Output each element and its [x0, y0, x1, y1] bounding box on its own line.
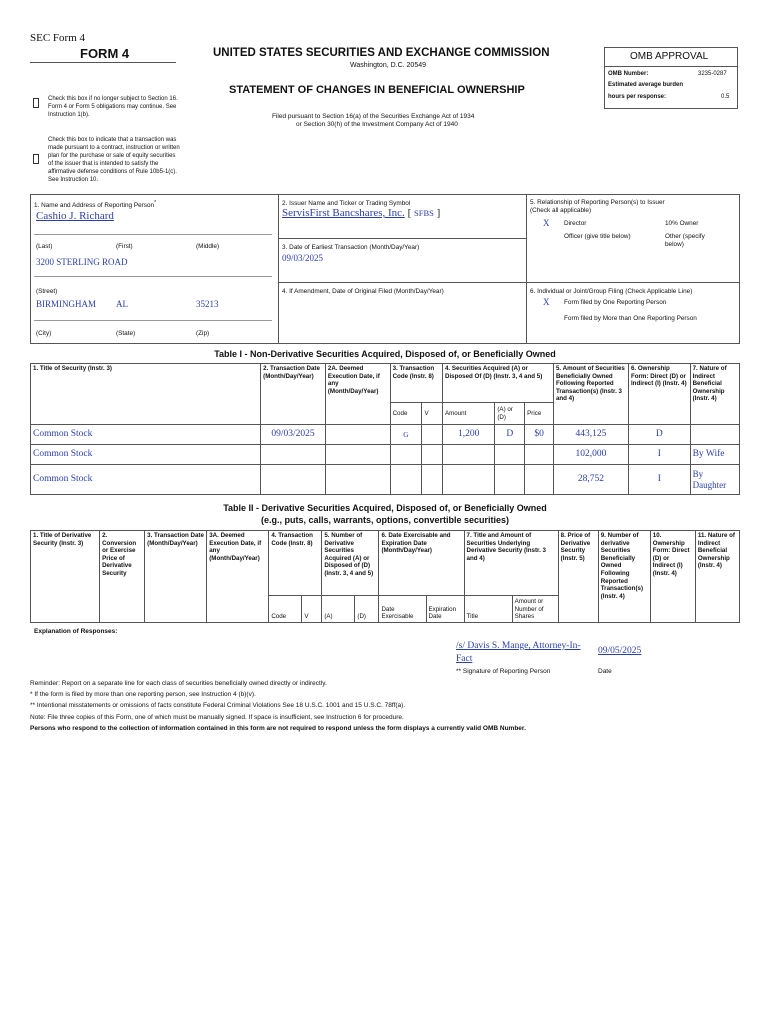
filed-pursuant-1: Filed pursuant to Section 16(a) of the Securities Exchange Act of 1934	[272, 113, 475, 120]
t2-h-code-sub: Code	[269, 596, 302, 623]
t1-cell-owned: 102,000	[553, 445, 628, 465]
t2-h-underlying: 7. Title and Amount of Securities Underlying Derivative Security (Instr. 3 and 4)	[464, 531, 558, 596]
t1-cell-ad	[495, 445, 525, 465]
omb-hours-value: 0.5	[721, 94, 730, 100]
middle-label: (Middle)	[196, 243, 220, 250]
t1-cell-ad: D	[495, 425, 525, 445]
director-mark[interactable]: X	[543, 218, 550, 228]
t1-h-form: 6. Ownership Form: Direct (D) or Indirect (I) (Instr. 4)	[628, 364, 690, 425]
explanation-label: Explanation of Responses:	[34, 628, 118, 635]
table-row	[31, 465, 740, 495]
sec-form-label: SEC Form 4	[30, 32, 86, 44]
t1-cell-nature: By Daughter	[690, 465, 739, 495]
t1-cell-v	[422, 465, 443, 495]
checkbox2-text: Check this box to indicate that a transaction was made pursuant to a contract, instruction or written plan for the purchase or sale of equity securities of the issuer that is intended to satisfy the affirmative defense conditions of Rule 10b5-1(c). See Instruction 10.	[48, 137, 180, 183]
t2-h-exercisable: 6. Date Exercisable and Expiration Date (Month/Day/Year)	[379, 531, 464, 596]
t1-cell-deemed	[325, 465, 390, 495]
t1-cell-deemed	[325, 425, 390, 445]
t1-cell-owned: 28,752	[553, 465, 628, 495]
t1-h-owned: 5. Amount of Securities Beneficially Owned Following Reported Transaction(s) (Instr. 3 and 4)	[553, 364, 628, 425]
t1-cell-date	[261, 465, 326, 495]
table-row	[31, 445, 740, 465]
t1-cell-date	[261, 445, 326, 465]
t2-h-v-sub: V	[302, 596, 322, 623]
t1-h-title: 1. Title of Security (Instr. 3)	[31, 364, 261, 425]
t1-h-securities: 4. Securities Acquired (A) or Disposed Of (D) (Instr. 3, 4 and 5)	[442, 364, 553, 403]
omb-number-value: 3235-0287	[698, 71, 727, 77]
t1-cell-code	[390, 465, 422, 495]
zip-value: 35213	[196, 299, 219, 309]
date-label: Date	[598, 668, 612, 675]
t2-h-a-sub: (A)	[322, 596, 355, 623]
earliest-transaction-date: 09/03/2025	[282, 253, 324, 263]
t2-h-number: 5. Number of Derivative Securities Acquired (A) or Disposed of (D) (Instr. 3, 4 and 5)	[322, 531, 379, 596]
t1-cell-code	[390, 445, 422, 465]
t1-cell-nature: By Wife	[690, 445, 739, 465]
box1-label: 1. Name and Address of Reporting Person*	[34, 200, 157, 210]
no-longer-subject-checkbox[interactable]	[33, 98, 39, 108]
note-4: Persons who respond to the collection of information contained in this form are not required to respond unless the form displays a currently valid OMB Number.	[30, 725, 526, 732]
table2-title: Table II - Derivative Securities Acquired, Disposed of, or Beneficially Owned	[223, 503, 547, 513]
t1-cell-v	[422, 425, 443, 445]
note-2: ** Intentional misstatements or omissions of facts constitute Federal Criminal Violations See 18 U.S.C. 1001 and 15 U.S.C. 78ff(a).	[30, 702, 406, 709]
table2-subtitle: (e.g., puts, calls, warrants, options, convertible securities)	[260, 515, 510, 525]
filed-pursuant-2: or Section 30(h) of the Investment Company Act of 1940	[296, 121, 458, 128]
first-label: (First)	[116, 243, 133, 250]
t1-cell-price: $0	[525, 425, 554, 445]
street-value: 3200 STERLING ROAD	[36, 257, 128, 267]
omb-hours-label: hours per response:	[608, 94, 667, 100]
t2-h-code: 4. Transaction Code (Instr. 8)	[269, 531, 322, 596]
t1-h-code: 3. Transaction Code (Instr. 8)	[390, 364, 442, 403]
t1-cell-title: Common Stock	[31, 465, 261, 495]
state-value: AL	[116, 299, 128, 309]
omb-number-label: OMB Number:	[608, 71, 649, 77]
t1-cell-price	[525, 445, 554, 465]
t1-h-date: 2. Transaction Date (Month/Day/Year)	[261, 364, 326, 425]
t1-h-nature: 7. Nature of Indirect Beneficial Ownership (Instr. 4)	[690, 364, 739, 425]
t1-cell-form: I	[628, 465, 690, 495]
box6-label: 6. Individual or Joint/Group Filing (Check Applicable Line)	[530, 288, 693, 295]
one-person-mark[interactable]: X	[543, 297, 550, 307]
city-value: BIRMINGHAM	[36, 299, 97, 309]
t2-h-date: 3. Transaction Date (Month/Day/Year)	[145, 531, 207, 623]
t1-h-v-sub: V	[422, 403, 443, 425]
t2-h-amount-sub: Amount or Number of Shares	[512, 596, 558, 623]
issuer-name[interactable]: ServisFirst Bancshares, Inc.	[282, 207, 405, 219]
table1	[30, 363, 740, 495]
t1-cell-deemed	[325, 445, 390, 465]
street-label: (Street)	[36, 288, 58, 295]
agency-title: UNITED STATES SECURITIES AND EXCHANGE COMMISSION	[213, 47, 550, 59]
director-label: Director	[564, 220, 587, 227]
t2-h-title-sub: Title	[464, 596, 512, 623]
state-label: (State)	[116, 330, 136, 337]
t1-cell-price	[525, 465, 554, 495]
box3-label: 3. Date of Earliest Transaction (Month/Day/Year)	[282, 244, 420, 251]
signature-link[interactable]: /s/ Davis S. Mange, Attorney-In-Fact	[456, 641, 581, 664]
checkbox1-text: Check this box if no longer subject to Section 16. Form 4 or Form 5 obligations may continue. See Instruction 1(b).	[48, 96, 178, 118]
t2-h-price: 8. Price of Derivative Security (Instr. 5)	[558, 531, 598, 623]
t2-h-form: 10. Ownership Form: Direct (D) or Indirect (I) (Instr. 4)	[650, 531, 695, 623]
t1-cell-v	[422, 445, 443, 465]
t1-h-ad-sub: (A) or (D)	[495, 403, 525, 425]
t1-h-amount-sub: Amount	[442, 403, 494, 425]
t1-cell-code: G	[390, 425, 422, 445]
t1-cell-amount	[442, 465, 494, 495]
t1-h-price-sub: Price	[525, 403, 554, 425]
ten-pct-owner-label: 10% Owner	[665, 220, 699, 227]
t2-h-conversion: 2. Conversion or Exercise Price of Derivative Security	[100, 531, 145, 623]
box5-label: 5. Relationship of Reporting Person(s) to Issuer	[530, 199, 665, 206]
t1-cell-form: D	[628, 425, 690, 445]
omb-burden-label: Estimated average burden	[608, 82, 684, 88]
t2-h-nature: 11. Nature of Indirect Beneficial Ownership (Instr. 4)	[695, 531, 739, 623]
note-1: * If the form is filed by more than one reporting person, see Instruction 4 (b)(v).	[30, 691, 256, 698]
box2-label: 2. Issuer Name and Ticker or Trading Symbol	[282, 200, 411, 207]
table-row	[31, 425, 740, 445]
t1-cell-amount: 1,200	[442, 425, 494, 445]
table2	[30, 530, 740, 623]
signature-label: ** Signature of Reporting Person	[456, 668, 551, 675]
rule-10b5-1-checkbox[interactable]	[33, 154, 39, 164]
officer-label: Officer (give title below)	[564, 233, 631, 240]
t1-h-deemed: 2A. Deemed Execution Date, if any (Month/Day/Year)	[325, 364, 390, 425]
note-3: Note: File three copies of this Form, one of which must be manually signed. If space is insufficient, see Instruction 6 for procedure.	[30, 714, 404, 721]
last-label: (Last)	[36, 243, 53, 250]
t2-h-date-ex-sub: Date Exercisable	[379, 596, 426, 623]
t2-h-d-sub: (D)	[355, 596, 379, 623]
other-label: Other (specify below)	[665, 233, 705, 248]
form-title: FORM 4	[80, 46, 130, 61]
t1-h-code-sub: Code	[390, 403, 422, 425]
statement-title: STATEMENT OF CHANGES IN BENEFICIAL OWNERSHIP	[229, 84, 525, 96]
ticker-symbol: SFBS	[413, 208, 434, 218]
t2-h-deemed: 3A. Deemed Execution Date, if any (Month/Day/Year)	[207, 531, 269, 623]
reporting-person-name[interactable]: Cashio J. Richard	[36, 210, 114, 222]
agency-location: Washington, D.C. 20549	[350, 62, 427, 69]
t1-cell-form: I	[628, 445, 690, 465]
t1-cell-nature	[690, 425, 739, 445]
t1-cell-date: 09/03/2025	[261, 425, 326, 445]
city-label: (City)	[36, 330, 52, 337]
t1-cell-ad	[495, 465, 525, 495]
t1-cell-title: Common Stock	[31, 425, 261, 445]
omb-title: OMB APPROVAL	[630, 51, 709, 62]
issuer-line: ServisFirst Bancshares, Inc. [ SFBS ]	[282, 207, 441, 219]
t2-h-owned: 9. Number of derivative Securities Beneficially Owned Following Reported Transaction(s) (Instr. 4)	[598, 531, 650, 623]
reminder-text: Reminder: Report on a separate line for each class of securities beneficially owned directly or indirectly.	[30, 680, 327, 687]
zip-label: (Zip)	[196, 330, 210, 337]
more-persons-label: Form filed by More than One Reporting Person	[564, 315, 697, 322]
one-person-label: Form filed by One Reporting Person	[564, 299, 667, 306]
box4-label: 4. If Amendment, Date of Original Filed (Month/Day/Year)	[282, 288, 444, 295]
signature-date: 09/05/2025	[598, 646, 642, 656]
t2-h-exp-sub: Expiration Date	[426, 596, 464, 623]
table1-title: Table I - Non-Derivative Securities Acquired, Disposed of, or Beneficially Owned	[214, 349, 556, 359]
t1-cell-title: Common Stock	[31, 445, 261, 465]
t1-cell-owned: 443,125	[553, 425, 628, 445]
t1-cell-amount	[442, 445, 494, 465]
box5-sublabel: (Check all applicable)	[530, 207, 592, 214]
t2-h-title: 1. Title of Derivative Security (Instr. 3)	[31, 531, 100, 623]
